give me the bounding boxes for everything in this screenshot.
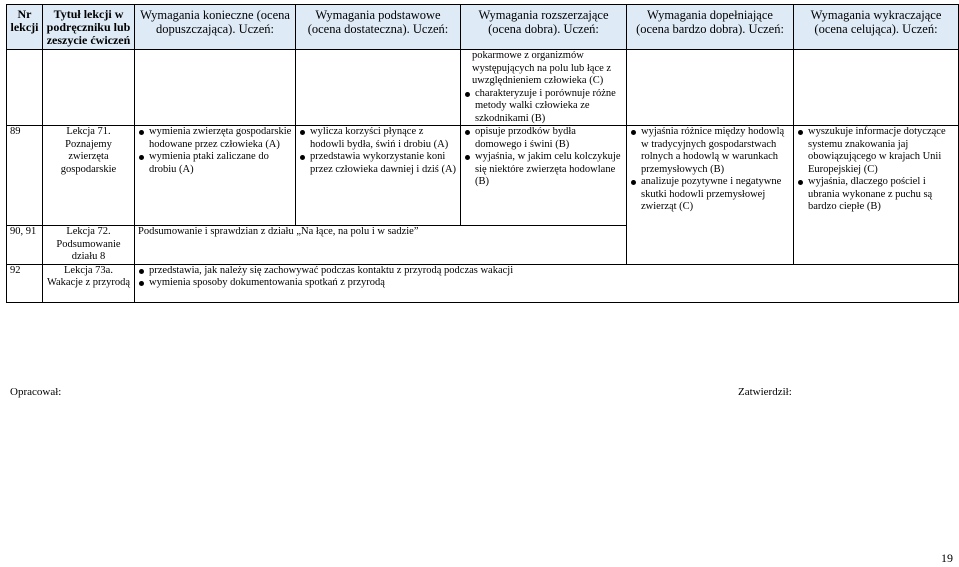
list-item: wymienia sposoby dokumentowania spotkań z przyrodą (138, 277, 955, 290)
header-complementary: Wymagania dopełniające (ocena bardzo dobra). Uczeń: (627, 5, 794, 50)
list-item: analizuje pozytywne i negatywne skutki hodowli przemysłowej zwierząt (C) (630, 176, 790, 214)
list-item: wyszukuje informacje dotyczące systemu znakowania jaj obowiązującego w krajach Unii Europejskiej (C) (797, 126, 955, 176)
prepared-by-label: Opracował: (10, 386, 62, 398)
header-row (7, 5, 959, 50)
header-basic: Wymagania podstawowe (ocena dostateczna). Uczeń: (296, 5, 461, 50)
requirements-table (6, 4, 959, 303)
header-extended: Wymagania rozszerzające (ocena dobra). Uczeń: (461, 5, 627, 50)
continuation-complementary (627, 50, 794, 126)
list-item: wymienia zwierzęta gospodarskie hodowane przez człowieka (A) (138, 126, 292, 151)
lesson-title: Lekcja 71. Poznajemy zwierzęta gospodarskie (43, 126, 135, 226)
list-item: wymienia ptaki zaliczane do drobiu (A) (138, 151, 292, 176)
list-item: charakteryzuje i porównuje różne metody walki człowieka ze szkodnikami (B) (464, 88, 623, 126)
list-item: wylicza korzyści płynące z hodowli bydła, świń i drobiu (A) (299, 126, 457, 151)
necessary-cell (135, 126, 296, 226)
list-item: wyjaśnia, dlaczego pościel i ubrania wykonane z puchu są bardzo ciepłe (B) (797, 176, 955, 214)
continuation-necessary (135, 50, 296, 126)
extended-cell (461, 126, 627, 226)
basic-cell (296, 126, 461, 226)
lesson-title: Lekcja 73a. Wakacje z przyrodą (43, 264, 135, 302)
lesson-title: Lekcja 72. Podsumowanie działu 8 (43, 226, 135, 265)
list-item: przedstawia wykorzystanie koni przez człowieka dawniej i dziś (A) (299, 151, 457, 176)
page-number: 19 (941, 551, 953, 565)
list-item: wyjaśnia różnice między hodowlą w tradycyjnych gospodarstwach rolnych a hodowlą w warunkach przemysłowych (B) (630, 126, 790, 176)
continuation-exceeding (794, 50, 959, 126)
continuation-title (43, 50, 135, 126)
summary-merged-cell: Podsumowanie i sprawdzian z działu „Na łące, na polu i w sadzie” (135, 226, 627, 265)
table-row (7, 264, 959, 302)
continuation-basic (296, 50, 461, 126)
extended-continuation-list (464, 88, 623, 126)
list-item: wyjaśnia, w jakim celu kolczykuje się niektóre zwierzęta hodowlane (B) (464, 151, 623, 189)
header-necessary: Wymagania konieczne (ocena dopuszczająca). Uczeń: (135, 5, 296, 50)
header-exceeding: Wymagania wykraczające (ocena celująca). Uczeń: (794, 5, 959, 50)
vacation-merged-cell (135, 264, 959, 302)
header-nr: Nr lekcji (7, 5, 43, 50)
table-row (7, 126, 959, 226)
continuation-row (7, 50, 959, 126)
lesson-nr: 89 (7, 126, 43, 226)
exceeding-cell (794, 126, 959, 265)
list-item: przedstawia, jak należy się zachowywać podczas kontaktu z przyrodą podczas wakacji (138, 265, 955, 278)
complementary-cell (627, 126, 794, 265)
lesson-nr: 90, 91 (7, 226, 43, 265)
lesson-nr: 92 (7, 264, 43, 302)
continuation-extended (461, 50, 627, 126)
continuation-nr (7, 50, 43, 126)
header-title: Tytuł lekcji w podręczniku lub zeszycie ćwiczeń (43, 5, 135, 50)
extended-continuation-text: pokarmowe z organizmów występujących na polu lub łące z uwzględnieniem człowieka (C) (472, 50, 612, 86)
list-item: opisuje przodków bydła domowego i świni (B) (464, 126, 623, 151)
approved-by-label: Zatwierdził: (738, 386, 792, 398)
